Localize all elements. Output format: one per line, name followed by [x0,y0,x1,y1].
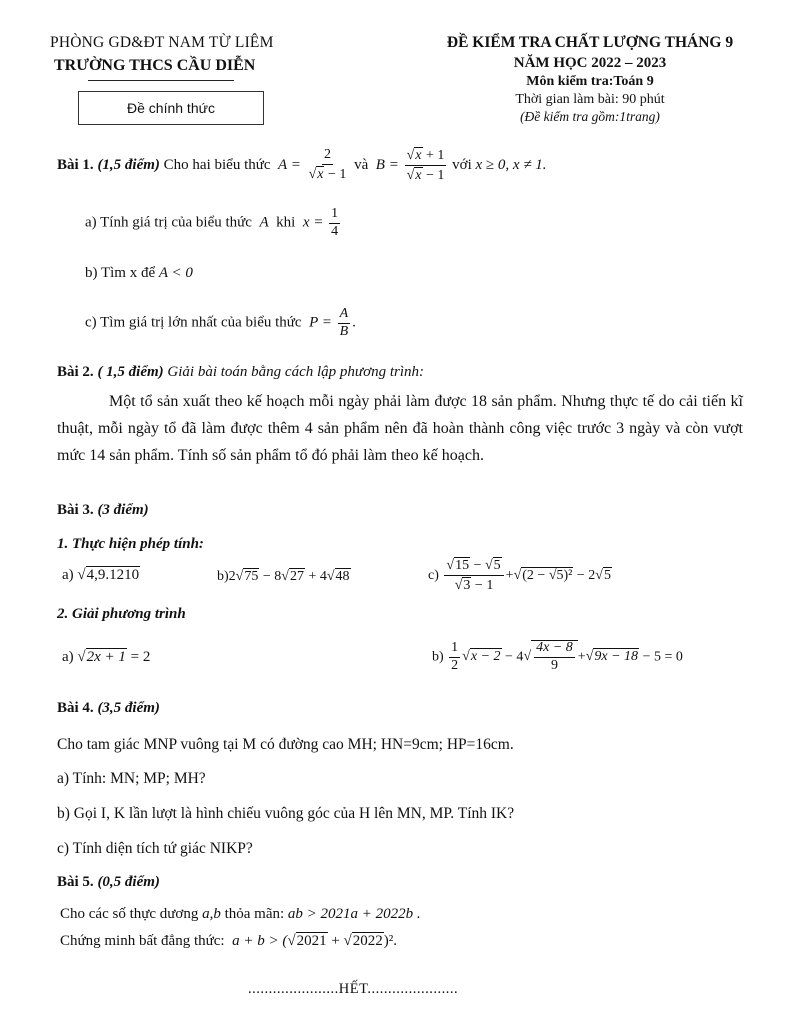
bai4-line4: c) Tính diện tích tứ giác NIKP? [57,840,253,857]
bai1-points: (1,5 điểm) [97,157,160,174]
bai5-l2-text: Chứng minh bất đẳng thức: [60,933,225,949]
bai3-part2: 2. Giải phương trình [57,606,186,622]
bai3-heading [57,502,149,519]
bai3-2b: b) $\frac{1}{2}$ √x − 2 − 4√ $\frac{4x - 8}{9}$ +√9x − 18 − 5 = 0 [432,640,683,673]
bai5-l1-mid: thỏa mãn: [224,906,285,922]
bai4-points: (3,5 điểm) [97,700,160,716]
bai1-condition: x ≥ 0, x ≠ 1. [475,157,547,174]
bai1-statement [57,147,547,184]
bai1-part-b [85,265,193,282]
department-name: PHÒNG GD&ĐT NAM TỪ LIÊM [50,34,274,51]
bai2-title: Giải bài toán bằng cách lập phương trình: [167,364,425,380]
bai1-c-text: c) Tìm giá trị lớn nhất của biểu thức [85,314,302,331]
official-exam-label: Đề chính thức [127,100,215,116]
exam-time: Thời gian làm bài: 90 phút [515,92,665,107]
bai1-part-c: c) Tìm giá trị lớn nhất của biểu thức P = $\frac{A}{B}$ . [85,306,356,339]
bai3-points: (3 điểm) [97,502,149,518]
bai4-line3: b) Gọi I, K lần lượt là hình chiếu vuông góc của H lên MN, MP. Tính IK? [57,805,515,822]
bai5-l1-vars: a,b [202,906,221,922]
bai4-line1: Cho tam giác MNP vuông tại M có đường cao MH; HN=9cm; HP=16cm. [57,736,514,753]
bai5-line1 [60,906,421,923]
expr-a-fraction: $\frac{2}{√x - 1}$ [308,147,347,182]
bai2-label: Bài 2. [57,364,94,380]
school-name: TRƯỜNG THCS CẦU DIỄN [54,57,256,74]
exam-pages: (Đề kiểm tra gồm:1trang) [520,109,660,124]
bai5-heading [57,874,160,891]
bai3-1a-radicand: 4,9.1210 [86,567,140,583]
bai3-label: Bài 3. [57,502,94,518]
bai3-2a-label: a) [62,649,74,665]
bai2-points: ( 1,5 điểm) [97,364,164,380]
bai5-l1-text: Cho các số thực dương [60,906,199,922]
bai1-intro: Cho hai biểu thức [163,157,271,174]
bai3-1b: b)2√75 − 8√27 + 4√48 [217,569,350,584]
school-underline [88,80,234,81]
bai3-1a: a) √4,9.1210 [62,567,140,583]
exam-subject: Môn kiểm tra:Toán 9 [526,74,654,89]
bai1-part-a: a) Tính giá trị của biểu thức A khi x = $\frac{1}{4}$ [85,206,339,239]
exam-title: ĐỀ KIỂM TRA CHẤT LƯỢNG THÁNG 9 [446,34,734,51]
bai4-line2: a) Tính: MN; MP; MH? [57,770,206,787]
school-year: NĂM HỌC 2022 – 2023 [513,55,667,71]
bai5-l1-cond: ab > 2021a + 2022b . [287,906,421,922]
bai5-points: (0,5 điểm) [97,874,160,890]
bai3-1c: c) $\frac{√15 - √5}{√3 - 1}$ +√(2 − √5)² − 2√5 [428,558,611,594]
p-fraction: $\frac{A}{B}$ [339,306,349,339]
bai5-label: Bài 5. [57,874,94,890]
expr-b-fraction: $\frac{√x + 1}{√x - 1}$ [406,148,445,184]
bai3-1b-label: b) [217,569,229,584]
end-marker: ......................HẾT...................... [248,981,459,997]
expr-a-label: A = [274,157,301,174]
expr-b-label: B = [372,157,399,174]
bai3-1a-label: a) [62,567,74,583]
official-exam-box [78,91,264,125]
bai4-heading [57,700,160,717]
bai1-a-text: a) Tính giá trị của biểu thức [85,214,252,231]
bai3-1c-label: c) [428,567,439,583]
bai1-a-khi: khi [276,214,296,231]
bai1-label: Bài 1. [57,157,94,174]
bai1-b-text: b) Tìm x để [85,265,156,281]
bai2-body: Một tổ sản xuất theo kế hoạch mỗi ngày phải làm được 18 sản phẩm. Nhưng thực tế do cải tiến kĩ thuật, mỗi ngày tổ đã làm được thêm 4 sản phẩm nên đã hoàn thành công việc trước 3 ngày và còn vượt mức 14 sản phẩm. Tính số sản phẩm tổ đó phải làm theo kế hoạch. [57,393,743,464]
bai3-2b-label: b) [432,649,444,665]
bai3-part1: 1. Thực hiện phép tính: [57,536,204,552]
bai1-b-cond: A < 0 [158,265,193,281]
bai4-label: Bài 4. [57,700,94,716]
bai2-heading [57,364,424,381]
bai1-va: và [354,157,369,174]
x-value-fraction: $\frac{1}{4}$ [331,206,339,239]
bai3-2a: a) √2x + 1 = 2 [62,649,151,665]
bai5-line2: Chứng minh bất đẳng thức: a + b > (√2021 + √2022)². [60,933,398,949]
bai1-voi: với [452,157,472,174]
